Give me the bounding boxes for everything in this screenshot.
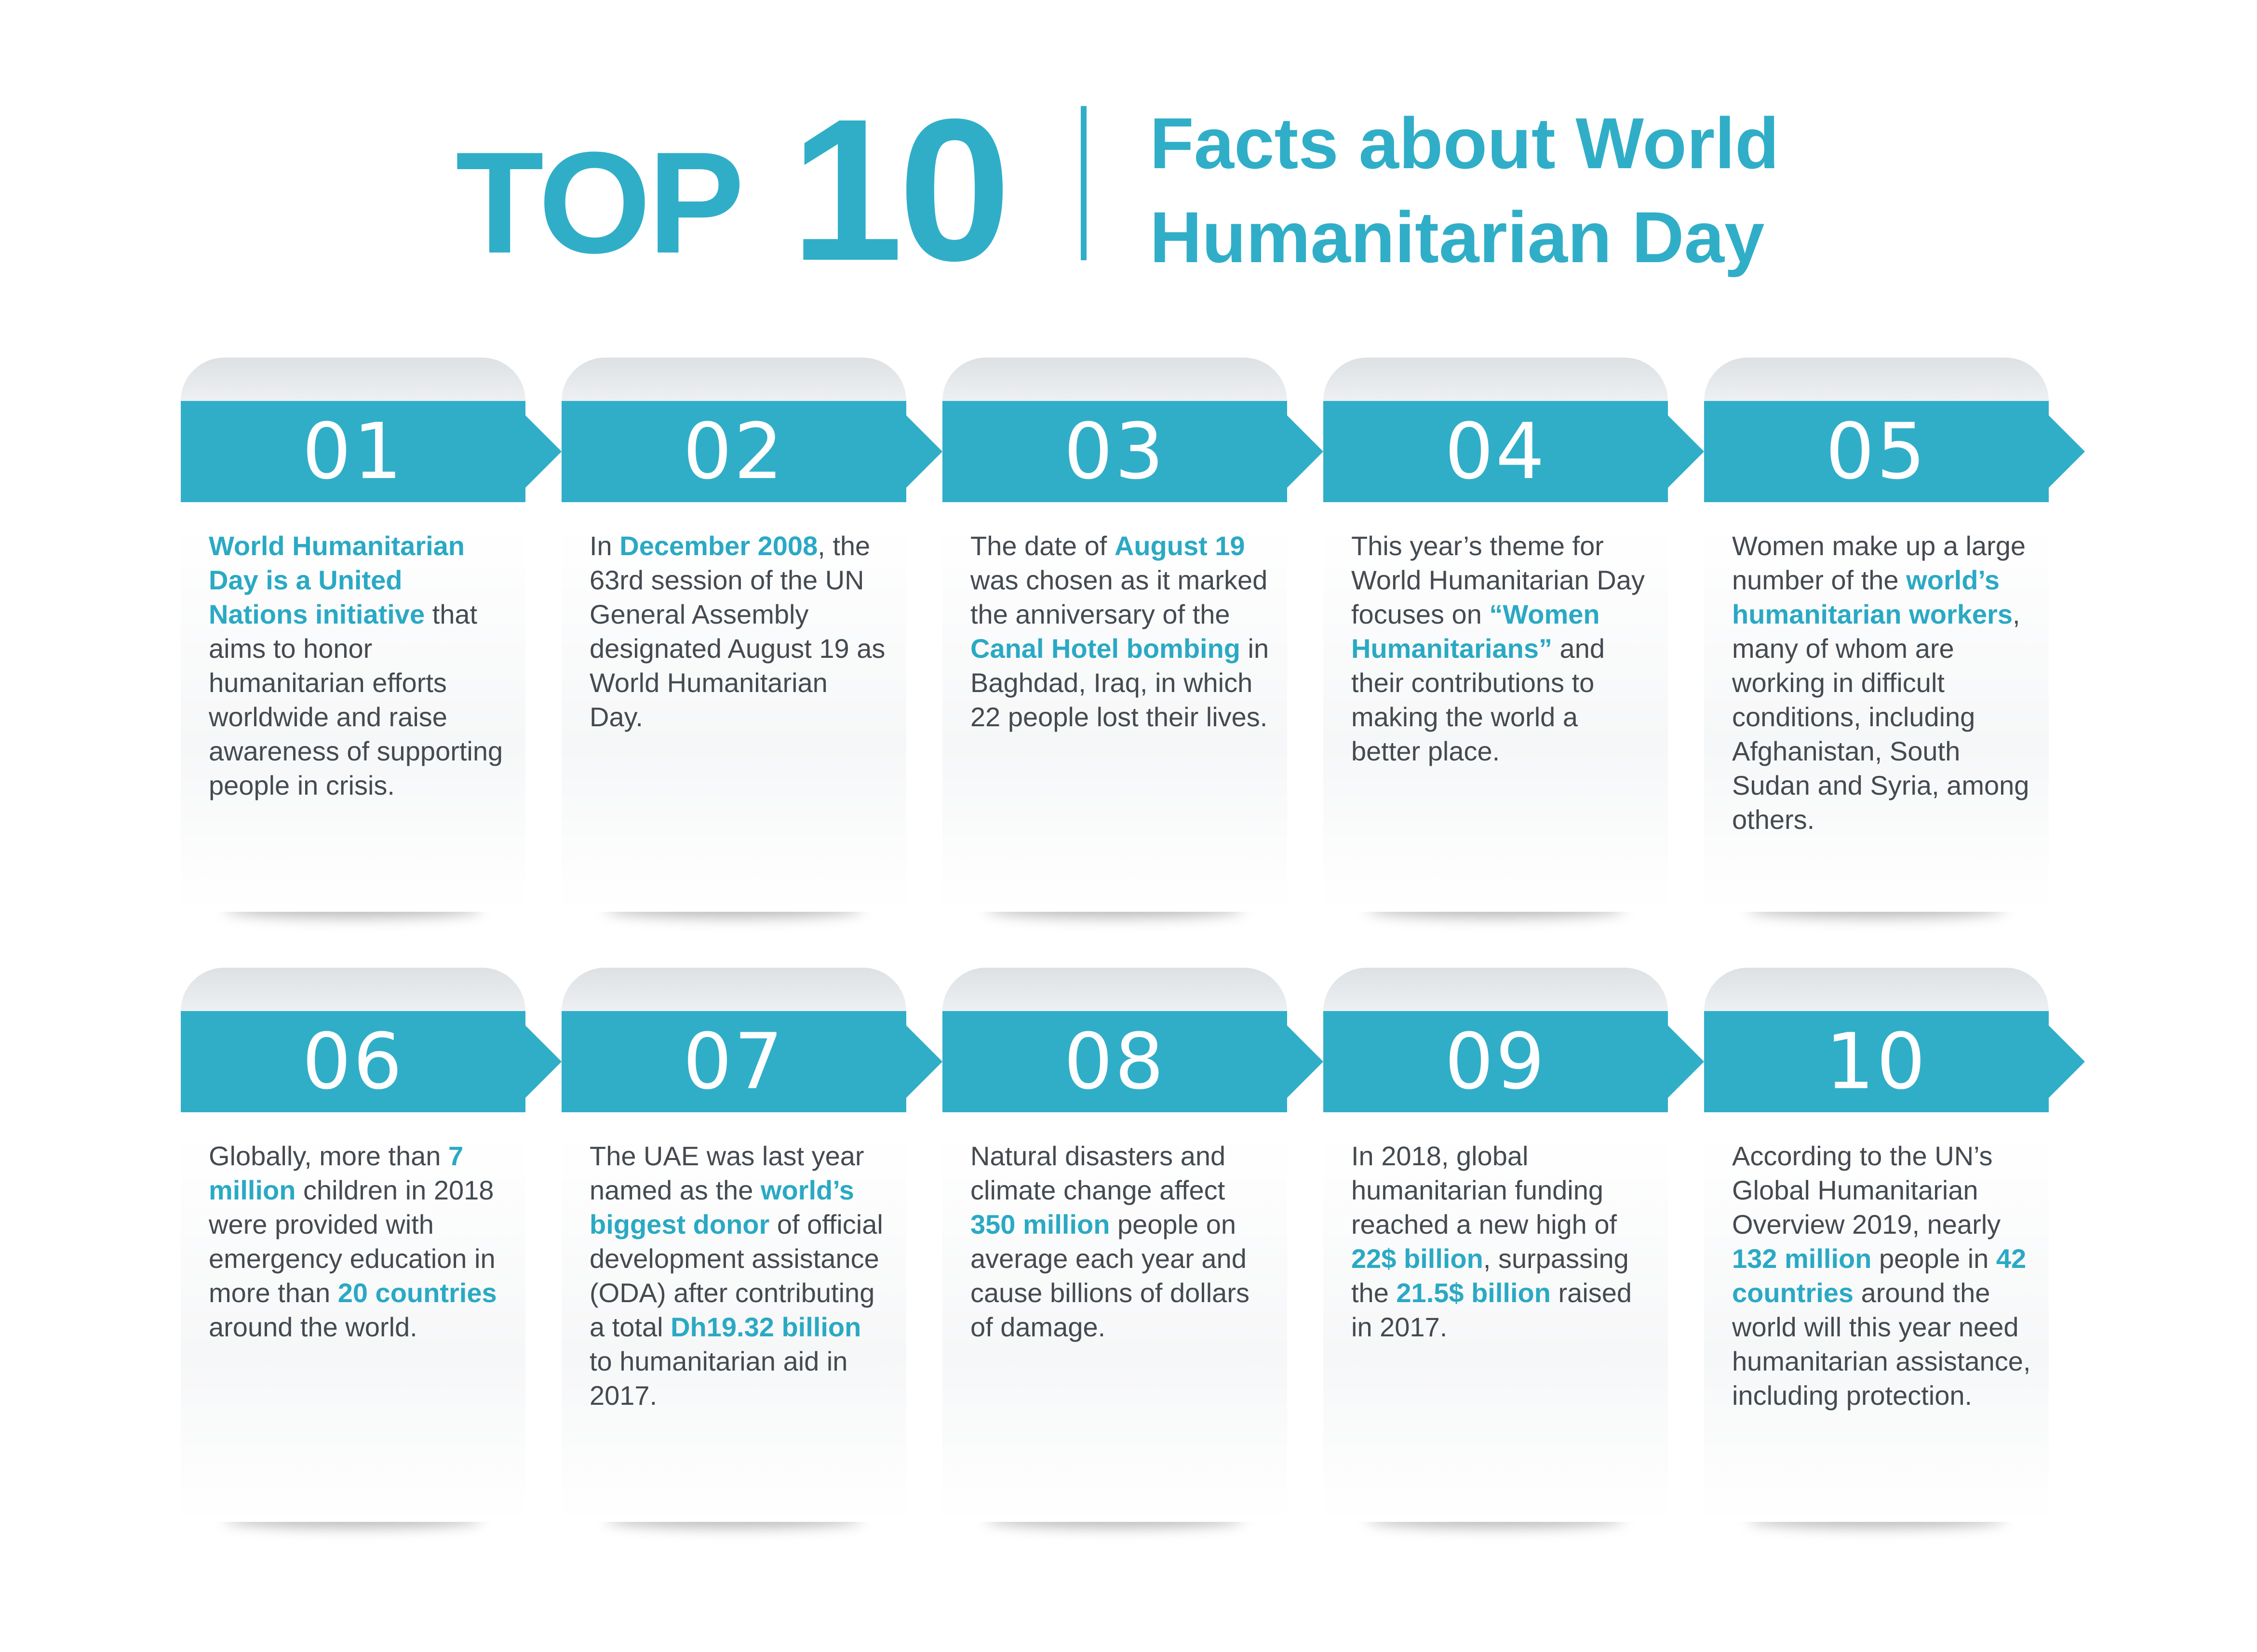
fact-text-segment: and their contributions to making the world a better place. bbox=[1351, 633, 1605, 766]
fact-text-segment: In 2018, global humanitarian funding reached a new high of bbox=[1351, 1141, 1617, 1239]
title-divider bbox=[1081, 106, 1087, 260]
fact-highlight: 132 million bbox=[1732, 1243, 1872, 1274]
fact-highlight: 21.5$ billion bbox=[1396, 1278, 1551, 1308]
title-subtitle bbox=[1150, 96, 1873, 284]
subtitle-line-2: Humanitarian Day bbox=[1150, 197, 1765, 278]
header bbox=[0, 0, 2257, 303]
fact-number: 05 bbox=[1825, 406, 1928, 496]
fact-card bbox=[1323, 358, 1668, 912]
fact-text bbox=[590, 529, 888, 734]
fact-text-segment: , the 63rd session of the UN General Assembly designated August 19 as World Humanitarian Day. bbox=[590, 531, 886, 732]
fact-card bbox=[1323, 968, 1668, 1522]
fact-text-segment: people in bbox=[1871, 1243, 1996, 1274]
fact-highlight: Dh19.32 billion bbox=[671, 1312, 861, 1342]
fact-text bbox=[1351, 529, 1650, 768]
fact-text-segment: Natural disasters and climate change affect bbox=[970, 1141, 1226, 1205]
fact-text-segment: , surpassing the bbox=[1351, 1243, 1629, 1308]
fact-number: 01 bbox=[302, 406, 404, 496]
fact-number: 08 bbox=[1063, 1016, 1166, 1106]
fact-card bbox=[181, 358, 525, 912]
fact-text bbox=[209, 529, 508, 802]
fact-text-segment: that aims to honor humanitarian efforts worldwide and raise awareness of supporting people in crisis. bbox=[209, 599, 503, 800]
fact-text-segment: This year’s theme for World Humanitarian Day focuses on bbox=[1351, 531, 1645, 629]
fact-text-segment: was chosen as it marked the anniversary of the bbox=[970, 565, 1268, 629]
fact-text-segment: raised in 2017. bbox=[1351, 1278, 1632, 1342]
fact-highlight: world’s humanitarian workers bbox=[1732, 565, 2013, 629]
fact-number: 04 bbox=[1444, 406, 1547, 496]
fact-text-segment: people on average each year and cause billions of dollars of damage. bbox=[970, 1209, 1249, 1342]
fact-text-segment: In bbox=[590, 531, 620, 561]
title-top-number: 10 bbox=[791, 77, 1007, 303]
fact-number: 09 bbox=[1444, 1016, 1547, 1106]
fact-number: 02 bbox=[683, 406, 785, 496]
fact-card bbox=[562, 358, 906, 912]
fact-text-segment: around the world. bbox=[209, 1312, 417, 1342]
fact-card bbox=[1704, 358, 2049, 912]
fact-text bbox=[970, 529, 1269, 734]
fact-highlight: “Women Humanitarians” bbox=[1351, 599, 1600, 664]
fact-text-segment: children in 2018 were provided with emergency education in more than bbox=[209, 1175, 496, 1308]
fact-text bbox=[1732, 529, 2031, 837]
fact-number: 06 bbox=[302, 1016, 404, 1106]
fact-text-segment: Globally, more than bbox=[209, 1141, 448, 1171]
fact-text-segment: of official development assistance (ODA) after contributing a total bbox=[590, 1209, 883, 1342]
fact-card bbox=[942, 968, 1287, 1522]
fact-highlight: world’s biggest donor bbox=[590, 1175, 854, 1239]
fact-text bbox=[1732, 1139, 2031, 1412]
fact-text-segment: around the world will this year need humanitarian assistance, including protection. bbox=[1732, 1278, 2031, 1411]
subtitle-line-1: Facts about World bbox=[1150, 103, 1779, 184]
fact-highlight: World Humanitarian Day is a United Nations initiative bbox=[209, 531, 465, 629]
fact-text-segment: Women make up a large number of the bbox=[1732, 531, 2026, 595]
fact-highlight: 350 million bbox=[970, 1209, 1110, 1239]
fact-text-segment: in Baghdad, Iraq, in which 22 people lost their lives. bbox=[970, 633, 1269, 732]
fact-number: 07 bbox=[683, 1016, 785, 1106]
fact-card bbox=[1704, 968, 2049, 1522]
fact-text bbox=[590, 1139, 888, 1412]
fact-text bbox=[1351, 1139, 1650, 1344]
fact-highlight: August 19 bbox=[1114, 531, 1245, 561]
fact-text-segment: The UAE was last year named as the bbox=[590, 1141, 864, 1205]
fact-text bbox=[209, 1139, 508, 1344]
fact-highlight: 22$ billion bbox=[1351, 1243, 1483, 1274]
fact-card bbox=[181, 968, 525, 1522]
fact-card bbox=[942, 358, 1287, 912]
fact-card bbox=[562, 968, 906, 1522]
title-top-word: TOP bbox=[456, 121, 742, 283]
fact-text-segment: , many of whom are working in difficult conditions, including Afghanistan, South Sudan and Syria, among others. bbox=[1732, 599, 2029, 835]
fact-text-segment: to humanitarian aid in 2017. bbox=[590, 1346, 848, 1411]
fact-highlight: 7 million bbox=[209, 1141, 464, 1205]
fact-text-segment: The date of bbox=[970, 531, 1115, 561]
fact-number: 10 bbox=[1825, 1016, 1928, 1106]
fact-text bbox=[970, 1139, 1269, 1344]
fact-highlight: 20 countries bbox=[337, 1278, 497, 1308]
fact-highlight: 42 countries bbox=[1732, 1243, 2027, 1308]
fact-number: 03 bbox=[1063, 406, 1166, 496]
fact-text-segment: According to the UN’s Global Humanitarian Overview 2019, nearly bbox=[1732, 1141, 2001, 1239]
fact-highlight: December 2008 bbox=[619, 531, 818, 561]
fact-highlight: Canal Hotel bombing bbox=[970, 633, 1240, 664]
